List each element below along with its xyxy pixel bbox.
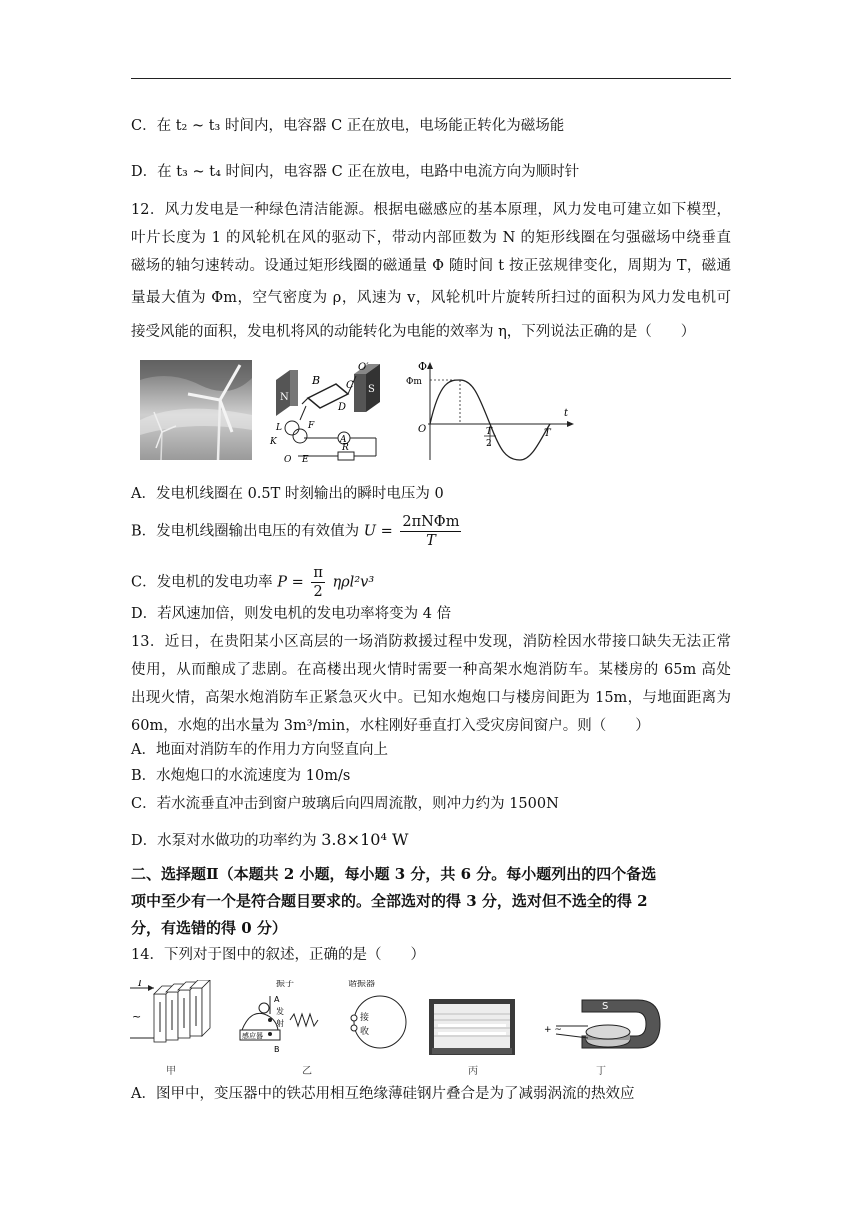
q12-option-b-numerator: 2πNΦm	[402, 514, 460, 530]
fig-yi-label-shou: 收	[360, 1027, 370, 1037]
q13-option-a: A．地面对消防车的作用力方向竖直向上	[131, 742, 388, 758]
section-2-heading-line-2: 项中至少有一个是符合题目要求的。全部选对的得 3 分，选对但不选全的得 2	[131, 892, 648, 910]
fig-yi-label-she: 射	[276, 1019, 284, 1028]
heater-figure	[428, 998, 516, 1056]
magnet-disk-figure	[542, 996, 664, 1058]
q13-option-d-value: 3.8×10⁴ W	[321, 830, 409, 849]
q12-option-b	[131, 513, 731, 550]
q12-option-c-numerator: π	[313, 565, 323, 581]
caption-bing: 丙	[468, 1066, 478, 1077]
caption-yi: 乙	[302, 1066, 312, 1077]
generator-diagram	[268, 358, 388, 464]
fig-jia-label-ac: ~	[132, 1010, 142, 1023]
fig-yi-label-a: A	[274, 995, 280, 1004]
q13-option-d-prefix: D．水泵对水做功的功率约为	[131, 833, 317, 849]
fig-yi-label-b: B	[274, 1045, 280, 1054]
q13-stem-line-1: 13．近日，在贵阳某小区高层的一场消防救援过程中发现，消防栓因水带接口缺失无法正常	[131, 634, 731, 650]
q11-option-d: D．在 t₃ ~ t₄ 时间内，电容器 C 正在放电，电路中电流方向为顺时针	[131, 164, 580, 180]
header-rule	[131, 78, 731, 79]
q12-option-c-prefix: C．发电机的发电功率	[131, 574, 273, 591]
diagram-label-o: O	[284, 455, 292, 464]
graph-tick-t-half-den: 2	[486, 439, 492, 449]
diagram-label-a: A	[340, 435, 347, 445]
q12-option-c-lhs: P =	[277, 574, 304, 591]
q12-option-b-lhs: U =	[363, 523, 393, 540]
diagram-label-l: L	[276, 423, 282, 433]
graph-tick-t: T	[544, 428, 551, 439]
diagram-label-b: B	[312, 374, 321, 387]
q12-stem-line-2: 叶片长度为 1 的风轮机在风的驱动下，带动内部匝数为 N 的矩形线圈在匀强磁场中绕垂直	[131, 230, 731, 246]
fig-ding-label-terminals: + ~	[544, 1025, 562, 1035]
diagram-label-r: R	[342, 443, 349, 453]
diagram-label-n: N	[280, 392, 289, 403]
section-2-heading-line-3: 分，有选错的得 0 分）	[131, 919, 287, 937]
caption-jia: 甲	[166, 1066, 176, 1077]
q12-option-c	[131, 564, 731, 601]
fig-yi-label-ganyingqi: 感应器	[242, 1032, 263, 1040]
q12-stem-line-1: 12．风力发电是一种绿色清洁能源。根据电磁感应的基本原理，风力发电可建立如下模型，	[131, 202, 731, 218]
fig-yi-label-zhenzi: 振子	[276, 980, 295, 989]
q12-option-a: A．发电机线圈在 0.5T 时刻输出的瞬时电压为 0	[131, 486, 444, 502]
q12-option-c-fraction	[311, 564, 325, 601]
diagram-label-f: F	[308, 421, 315, 431]
q12-option-b-denominator: T	[426, 533, 436, 549]
q12-option-b-prefix: B．发电机线圈输出电压的有效值为	[131, 523, 360, 540]
fig-yi-label-fa: 发	[276, 1007, 284, 1016]
q12-option-d: D．若风速加倍，则发电机的发电功率将变为 4 倍	[131, 606, 452, 622]
q13-option-c: C．若水流垂直冲击到窗户玻璃后向四周流散，则冲力约为 1500N	[131, 796, 559, 812]
q12-option-c-denominator: 2	[313, 584, 323, 600]
fig-yi-label-jie: 接	[360, 1013, 370, 1023]
q12-option-b-fraction	[400, 513, 461, 550]
q13-option-d	[131, 830, 731, 851]
caption-ding: 丁	[596, 1066, 606, 1077]
q13-option-b: B．水炮炮口的水流速度为 10m/s	[131, 768, 351, 784]
q12-option-c-rhs: ηρl²v³	[332, 574, 375, 591]
fig-yi-label-xiezhenqi: 谐振器	[348, 980, 376, 989]
flux-time-graph	[404, 360, 576, 464]
diagram-label-s: S	[368, 384, 375, 395]
fig-jia-label-i: I	[138, 980, 142, 989]
section-2-heading-line-1: 二、选择题Ⅱ（本题共 2 小题，每小题 3 分，共 6 分。每小题列出的四个备选	[131, 865, 657, 883]
fig-ding-label-s: S	[602, 1001, 609, 1012]
q14-option-a: A．图甲中，变压器中的铁芯用相互绝缘薄硅钢片叠合是为了减弱涡流的热效应	[131, 1086, 635, 1102]
q12-stem-line-5: 接受风能的面积，发电机将风的动能转化为电能的效率为 η，下列说法正确的是（ ）	[131, 324, 696, 340]
wind-turbine-photo	[140, 360, 252, 460]
graph-axis-phi: Φ	[418, 360, 428, 373]
q12-stem-line-3: 磁场的轴匀速转动。设通过矩形线圈的磁通量 Φ 随时间 t 按正弦规律变化，周期为 T，磁通	[131, 258, 731, 274]
q11-option-c: C．在 t₂ ~ t₃ 时间内，电容器 C 正在放电，电场能正转化为磁场能	[131, 118, 565, 134]
diagram-label-d: D	[338, 402, 347, 413]
q14-stem: 14．下列对于图中的叙述，正确的是（ ）	[131, 947, 425, 963]
transformer-core-figure	[128, 980, 220, 1060]
diagram-label-c: C	[346, 380, 354, 391]
graph-label-phim: Φm	[406, 377, 422, 387]
graph-origin: O	[418, 424, 427, 435]
diagram-label-k: K	[270, 437, 277, 447]
oscillator-resonator-figure	[234, 980, 414, 1060]
q13-stem-line-3: 出现火情，高架水炮消防车正紧急灭火中。已知水炮炮口与楼房间距为 15m，与地面距离为	[131, 690, 731, 706]
graph-tick-t-half-num: T	[486, 427, 493, 437]
graph-axis-t: t	[564, 408, 569, 419]
q12-stem-line-4: 量最大值为 Φm，空气密度为 ρ，风速为 v，风轮机叶片旋转所扫过的面积为风力发电机可	[131, 290, 731, 306]
q13-stem-line-2: 使用，从而酿成了悲剧。在高楼出现火情时需要一种高架水炮消防车。某楼房的 65m 高处	[131, 662, 731, 678]
diagram-label-e: E	[302, 455, 309, 464]
q13-stem-line-4: 60m，水炮的出水量为 3m³/min，水柱刚好垂直打入受灾房间窗户。则（ ）	[131, 718, 650, 734]
diagram-label-o-prime: O′	[358, 362, 369, 373]
